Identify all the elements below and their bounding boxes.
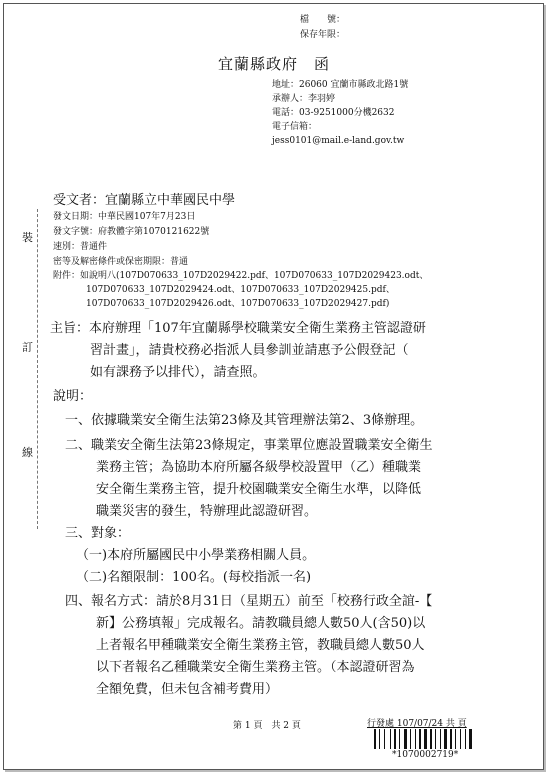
file-number-label: 檔 號： (300, 15, 346, 25)
item-4-line-3: 上者報名甲種職業安全衛生業務主管，教職員總人數50人 (96, 638, 425, 653)
barcode-bar (415, 729, 416, 749)
binding-char-1: 裝 (22, 231, 33, 244)
barcode-bar (404, 729, 407, 749)
barcode-bar (465, 729, 466, 749)
binding-line (37, 209, 38, 529)
barcode-bar (394, 729, 396, 749)
email-label: 電子信箱： (272, 122, 318, 132)
item-3: 三、對象： (65, 526, 131, 541)
contact-person: 承辦人：李羽婷 (272, 94, 336, 104)
recipient: 受文者：宜蘭縣立中華國民中學 (53, 193, 236, 208)
item-4-line-4: 以下者報名乙種職業安全衛生業務主管。（本認證研習為 (96, 660, 415, 675)
item-2-line-4: 職業災害的發生，特辦理此認證研習。 (96, 504, 318, 519)
email-address[interactable]: jess0101@mail.e-land.gov.tw (272, 136, 405, 146)
barcode-bar (444, 729, 447, 749)
binding-char-2: 訂 (22, 341, 33, 354)
issue-date: 發文日期：中華民國107年7月23日 (53, 212, 196, 222)
page-number: 第 1 頁 共 2 頁 (233, 721, 301, 731)
retention-label: 保存年限： (300, 30, 346, 40)
barcode-bar (424, 729, 427, 749)
item-2-line-1: 二、職業安全衛生法第23條規定，事業單位應設置職業安全衛生 (65, 438, 433, 453)
barcode-bar (430, 729, 432, 749)
document-number: 發文字號：府教體字第1070121622號 (53, 227, 210, 237)
barcode-bar (384, 729, 385, 749)
barcode-bar (435, 729, 436, 749)
document-page (3, 3, 544, 770)
item-4-line-5: 全額免費，但未包含補考費用） (96, 682, 279, 697)
barcode-bar (455, 729, 456, 749)
office-title: 宜蘭縣政府 函 (218, 55, 331, 73)
binding-char-3: 線 (22, 446, 33, 459)
item-3-sub-1: （一)本府所屬國民中小學業務相關人員。 (76, 548, 316, 563)
item-2-line-2: 業務主管；為協助本府所屬各級學校設置甲（乙）種職業 (96, 460, 422, 475)
item-4-line-1: 四、報名方式：請於8月31日（星期五）前至「校務行政全誼-【 (65, 594, 433, 609)
speed: 速別：普通件 (53, 242, 108, 252)
barcode-bar (410, 729, 411, 749)
barcode (374, 729, 486, 749)
item-2-line-3: 安全衛生業務主管，提升校園職業安全衛生水準，以降低 (96, 482, 422, 497)
barcode-bar (379, 729, 380, 749)
secrecy: 密等及解密條件或保密期限：普通 (53, 257, 189, 267)
barcode-bar (390, 729, 391, 749)
attachments-line-3: 107D070633_107D2029426.odt、107D070633_107D2029427.pdf) (86, 299, 390, 309)
subject-line-3: 如有課務予以排代），請查照。 (90, 365, 266, 380)
attachments-line-2: 107D070633_107D2029424.odt、107D070633_107D2029425.pdf、 (86, 285, 395, 295)
explanation-label: 說明： (53, 389, 93, 404)
item-4-line-2: 新】公務填報」完成報名。請教職員總人數50人(含50)以 (96, 616, 426, 631)
barcode-text: *1070002719* (392, 750, 459, 760)
item-3-sub-2: （二)名額限制：100名。(每校指派一名) (76, 570, 312, 585)
phone: 電話：03-9251000分機2632 (272, 108, 395, 118)
dispatch-stamp: 行發處 107/07/24 共 頁 (367, 719, 467, 729)
barcode-bar (399, 729, 400, 749)
barcode-bar (440, 729, 441, 749)
subject-line-1: 主旨：本府辦理「107年宜蘭縣學校職業安全衛生業務主管認證研 (50, 321, 426, 336)
barcode-bar (469, 729, 472, 749)
barcode-bar (450, 729, 452, 749)
item-1: 一、依據職業安全衛生法第23條及其管理辦法第2、3條辦理。 (65, 413, 424, 428)
address: 地址：26060 宜蘭市縣政北路1號 (272, 80, 409, 90)
attachments-line-1: 附件：如說明八(107D070633_107D2029422.pdf、107D070633_107D2029423.odt、 (53, 271, 429, 281)
subject-line-2: 習計畫」，請貴校務必指派人員參訓並請惠予公假登記（ (90, 343, 409, 358)
barcode-bar (460, 729, 461, 749)
barcode-bar (374, 729, 376, 749)
barcode-bar (419, 729, 421, 749)
